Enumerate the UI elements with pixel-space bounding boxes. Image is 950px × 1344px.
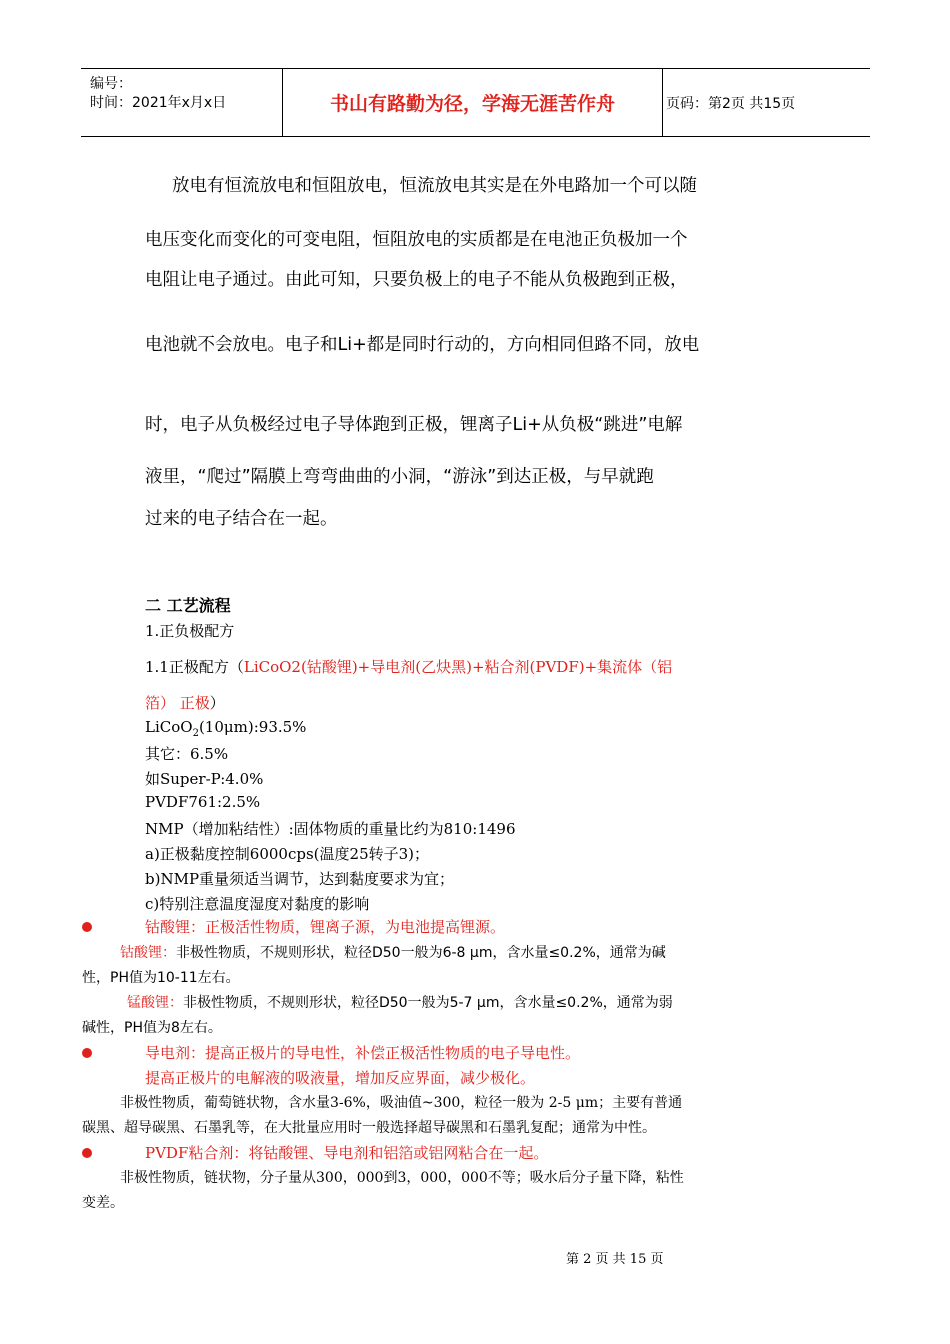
section-title: 二 工艺流程 xyxy=(145,596,231,615)
pvdf-desc: 非极性物质，链状物，分子量从300，000到3，000，000不等；吸水后分子量下降，粘性 xyxy=(120,1170,684,1186)
time-label: 时间：2021年x月x日 xyxy=(90,95,227,111)
formula-heading-red: LiCoO2(钴酸锂)+导电剂(乙炔黑)+粘合剂(PVDF)+集流体（铝 xyxy=(243,658,673,676)
formula-heading-prefix: 1.1正极配方（ xyxy=(145,658,244,676)
header-meta xyxy=(90,75,226,113)
formula-note-c: c)特别注意温度湿度对黏度的影响 xyxy=(145,895,370,913)
bullet-pvdf-title: PVDF粘合剂：将钴酸锂、导电剂和铝箔或铝网粘合在一起。 xyxy=(145,1144,549,1162)
licoo-desc-cont: 性，PH值为10-11左右。 xyxy=(82,970,240,986)
formula-subscript: 2 xyxy=(192,728,199,739)
header-table xyxy=(81,68,870,137)
bullet-icon xyxy=(82,1048,92,1058)
bullet-conductor-title2: 提高正极片的电解液的吸液量，增加反应界面，减少极化。 xyxy=(145,1069,536,1087)
bullet-licoo-title: 钴酸锂：正极活性物质，锂离子源，为电池提高锂源。 xyxy=(145,918,506,936)
limn-desc-text: 非极性物质，不规则形状，粒径D50一般为5-7 μm，含水量≤0.2%，通常为弱 xyxy=(183,995,673,1011)
intro-line: 电阻让电子通过。由此可知，只要负极上的电子不能从负极跑到正极， xyxy=(145,270,688,290)
section-subtitle: 1.正负极配方 xyxy=(145,622,235,640)
formula-heading xyxy=(145,656,672,677)
intro-line: 电池就不会放电。电子和Li+都是同时行动的，方向相同但路不同，放电 xyxy=(145,335,700,355)
formula-heading-suffix: ） xyxy=(209,694,225,712)
licoo-desc xyxy=(120,942,666,962)
conductor-desc: 非极性物质，葡萄链状物，含水量3-6%，吸油值~300，粒径一般为 2-5 μm；主要有普通 xyxy=(120,1095,683,1111)
formula-superp: 如Super-P:4.0% xyxy=(145,770,264,788)
licoo-desc-label: 钴酸锂： xyxy=(120,945,176,961)
formula-licoo xyxy=(145,718,306,739)
licoo-desc-text: 非极性物质，不规则形状，粒径D50一般为6-8 μm，含水量≤0.2%，通常为碱 xyxy=(176,945,666,961)
intro-line: 过来的电子结合在一起。 xyxy=(145,509,338,529)
bullet-conductor-title: 导电剂：提高正极片的导电性，补偿正极活性物质的电子导电性。 xyxy=(145,1044,581,1062)
limn-desc-cont: 碱性，PH值为8左右。 xyxy=(82,1020,222,1036)
formula-note-b: b)NMP重量须适当调节，达到黏度要求为宜； xyxy=(145,870,455,888)
bullet-icon xyxy=(82,1148,92,1158)
bullet-icon xyxy=(82,922,92,932)
limn-desc xyxy=(127,992,673,1012)
formula-other: 其它：6.5% xyxy=(145,745,229,763)
conductor-desc-cont: 碳黑、超导碳黑、石墨乳等，在大批量应用时一般选择超导碳黑和石墨乳复配；通常为中性。 xyxy=(82,1120,656,1136)
formula-pvdf: PVDF761:2.5% xyxy=(145,793,261,811)
header-motto: 书山有路勤为径，学海无涯苦作舟 xyxy=(329,93,615,115)
formula-heading-cont xyxy=(145,692,225,713)
formula-note-a: a)正极黏度控制6000cps(温度25转子3)； xyxy=(145,845,430,863)
formula-text: (10μm):93.5% xyxy=(198,718,307,736)
formula-text: LiCoO xyxy=(145,718,193,736)
intro-line: 时，电子从负极经过电子导体跑到正极，锂离子Li+从负极“跳进”电解 xyxy=(145,415,683,435)
intro-line: 电压变化而变化的可变电阻，恒阻放电的实质都是在电池正负极加一个 xyxy=(145,230,688,250)
header-page-label: 页码：第2页 共15页 xyxy=(666,95,796,112)
intro-line: 放电有恒流放电和恒阻放电，恒流放电其实是在外电路加一个可以随 xyxy=(172,176,697,196)
header-divider xyxy=(662,69,663,136)
pvdf-desc-cont: 变差。 xyxy=(82,1195,124,1211)
formula-heading-red: 箔） 正极 xyxy=(145,694,210,712)
limn-desc-label: 锰酸锂： xyxy=(127,995,183,1011)
footer-page-number: 第 2 页 共 15 页 xyxy=(566,1252,664,1267)
formula-nmp: NMP（增加粘结性）:固体物质的重量比约为810:1496 xyxy=(145,820,516,838)
intro-line: 液里，“爬过”隔膜上弯弯曲曲的小洞，“游泳”到达正极，与早就跑 xyxy=(145,467,654,487)
serial-label: 编号： xyxy=(90,76,132,92)
